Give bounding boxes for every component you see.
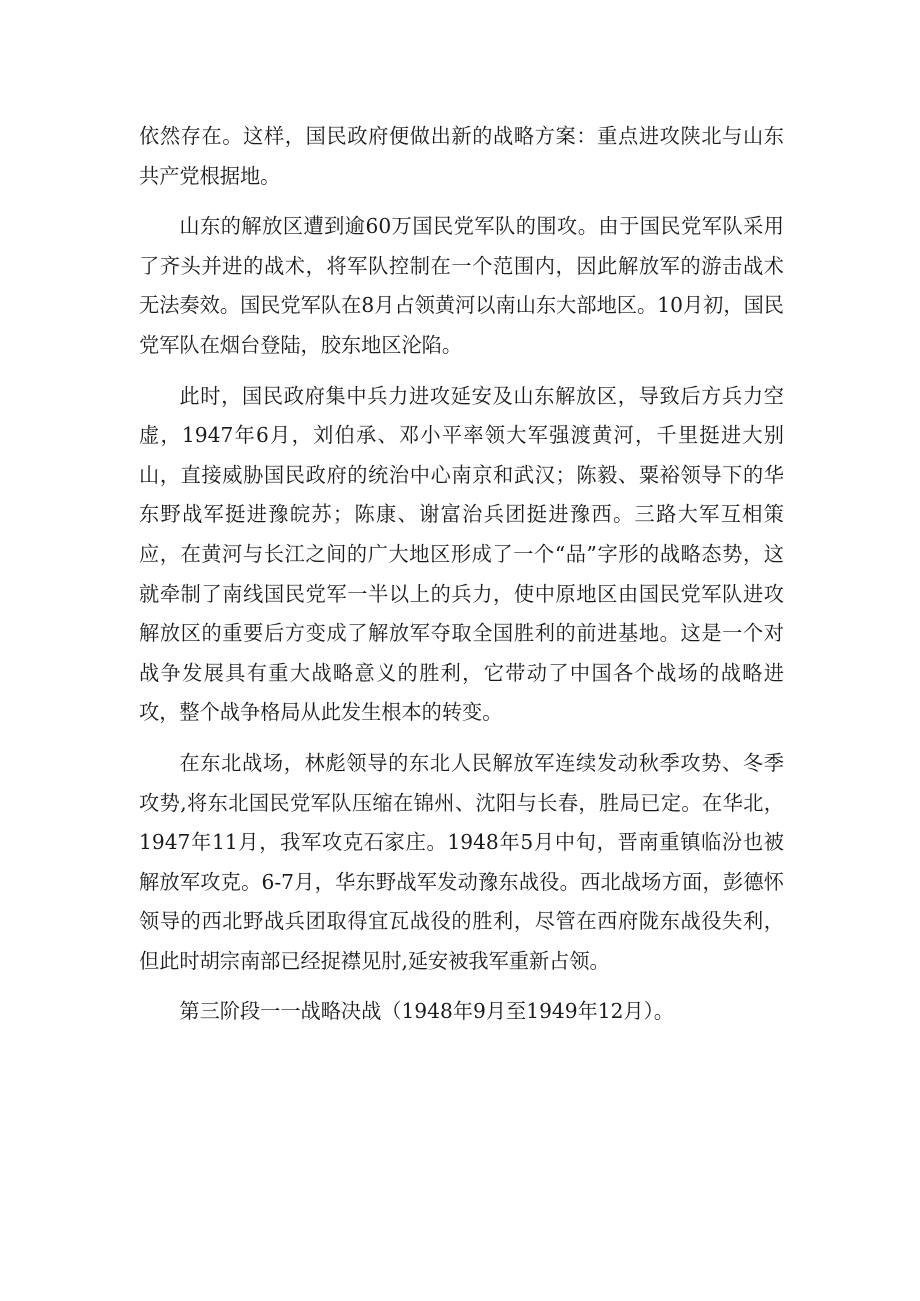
paragraph-continuation: 依然存在。这样，国民政府便做出新的战略方案：重点进攻陕北与山东共产党根据地。 <box>139 124 784 188</box>
paragraph-shandong-siege: 山东的解放区遭到逾60万国民党军队的围攻。由于国民党军队采用了齐头并进的战术，将军队控制在一个范围内，因此解放军的游击战术无法奏效。国民党军队在8月占领黄河以南山东大部地区。10月初，国民党军队在烟台登陆，胶东地区沦陷。 <box>139 214 784 357</box>
paragraph-northeast-battlefield: 在东北战场，林彪领导的东北人民解放军连续发动秋季攻势、冬季攻势,将东北国民党军队压缩在锦州、沈阳与长春，胜局已定。在华北，1947年11月，我军攻克石家庄。1948年5月中旬，晋南重镇临汾也被解放军攻克。6-7月，华东野战军发动豫东战役。西北战场方面，彭德怀领导的西北野战兵团取得宜瓦战役的胜利，尽管在西府陇东战役失利，但此时胡宗南部已经捉襟见肘,延安被我军重新占领。 <box>139 750 784 973</box>
body-text <box>139 117 784 1043</box>
paragraph-dabie-mountains: 此时，国民政府集中兵力进攻延安及山东解放区，导致后方兵力空虚，1947年6月，刘伯承、邓小平率领大军强渡黄河，千里挺进大别山，直接威胁国民政府的统治中心南京和武汉；陈毅、粟裕领导下的华东野战军挺进豫皖苏；陈康、谢富治兵团挺进豫西。三路大军互相策应，在黄河与长江之间的广大地区形成了一个“品”字形的战略态势，这就牵制了南线国民党军一半以上的兵力，使中原地区由国民党军队进攻解放区的重要后方变成了解放军夺取全国胜利的前进基地。这是一个对战争发展具有重大战略意义的胜利，它带动了中国各个战场的战略进攻，整个战争格局从此发生根本的转变。 <box>139 383 784 725</box>
paragraph-third-stage: 第三阶段一一战略决战（1948年9月至1949年12月）。 <box>179 999 674 1024</box>
